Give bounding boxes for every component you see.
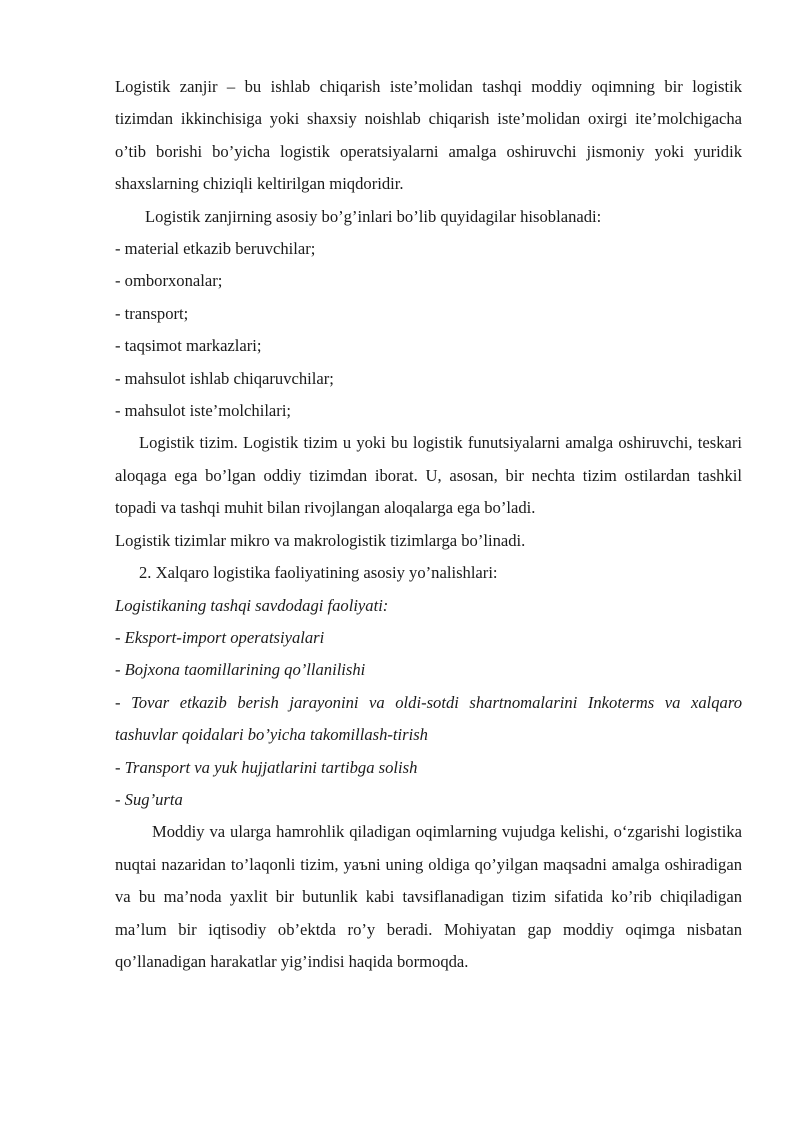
section-heading-international-logistics: 2. Xalqaro logistika faoliyatining asosiy yo’nalishlari: (139, 563, 498, 583)
chain-links-list (115, 233, 742, 427)
list-item: - Transport va yuk hujjatlarini tartibga solish (115, 757, 418, 777)
list-item: - Sug’urta (115, 789, 183, 809)
paragraph-logistics-system: Logistik tizim. Logistik tizim u yoki bu logistik funutsiyalarni amalga oshiruvchi, teskari aloqaga ega bo’lgan oddiy tizimdan iborat. U, asosan, bir nechta tizim ostilardan tashkil topadi va tashqi muhit bilan rivojlangan aloqalarga ega bo’ladi. (115, 433, 742, 518)
list-item: - omborxonalar; (115, 271, 223, 291)
list-item: - mahsulot iste’molchilari; (115, 401, 292, 421)
document-page (115, 71, 742, 978)
list-item: - Eksport-import operatsiyalari (115, 627, 325, 647)
list-item: - material etkazib beruvchilar; (115, 239, 316, 259)
list-item: - transport; (115, 303, 189, 323)
list-item: - Bojxona taomillarining qo’llanilishi (115, 660, 366, 680)
paragraph-logistics-chain-definition: Logistik zanjir – bu ishlab chiqarish iste’molidan tashqi moddiy oqimning bir logistik tizimdan ikkinchisiga yoki shaxsiy noishlab chiqarish iste’molidan oxirgi ite’molchigacha o’tib borishi bo’yicha logistik operatsiyalarni amalga oshiruvchi jismoniy yoki yuridik shaxslarning chiziqli keltirilgan miqdoridir. (115, 77, 742, 194)
list-item: - mahsulot ishlab chiqaruvchilar; (115, 368, 334, 388)
italic-subheading: Logistikaning tashqi savdodagi faoliyati: (115, 595, 389, 615)
paragraph-material-flows: Moddiy va ularga hamrohlik qiladigan oqimlarning vujudga kelishi, o‘zgarishi logistika nuqtai nazaridan to’laqonli tizim, yaъni uning oldiga qo’yilgan maqsadni amalga oshiradigan va bu ma’noda yaxlit bir butunlik kabi tavsiflanadigan tizim sifatida ko’rib chiqiladigan ma’lum bir iqtisodiy ob’ektda ro’y beradi. Mohiyatan gap moddiy oqimga nisbatan qo’llanadigan harakatlar yig’indisi haqida bormoqda. (115, 822, 742, 971)
foreign-trade-activities-list (115, 622, 742, 816)
paragraph-chain-links-intro: Logistik zanjirning asosiy bo’g’inlari bo’lib quyidagilar hisoblanadi: (145, 206, 602, 226)
paragraph-micro-macro: Logistik tizimlar mikro va makrologistik tizimlarga bo’linadi. (115, 530, 526, 550)
list-item: - taqsimot markazlari; (115, 336, 262, 356)
list-item: - Tovar etkazib berish jarayonini va oldi-sotdi shartnomalarini Inkoterms va xalqaro tashuvlar qoidalari bo’yicha takomillash-tirish (115, 692, 742, 745)
